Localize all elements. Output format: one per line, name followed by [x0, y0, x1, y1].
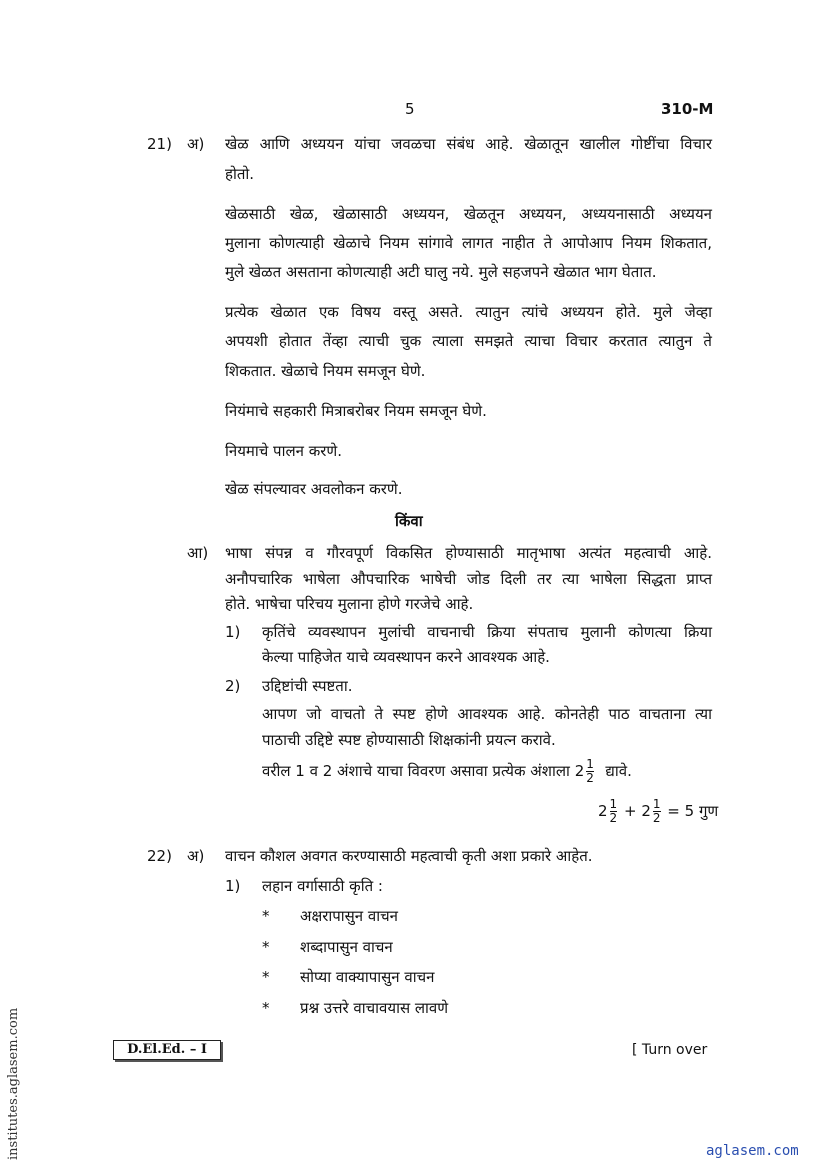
item-number: 2)	[225, 677, 241, 695]
question-number-21: 21)	[147, 135, 172, 153]
or-heading: किंवा	[395, 512, 423, 530]
text-line: भाषा संपन्न व गौरवपूर्ण विकसित होण्यासाठी मातृभाषा अत्यंत महत्वाची आहे.	[225, 544, 712, 562]
text-line: आपण जो वाचतो ते स्पष्ट होणे आवश्यक आहे. कोनतेही पाठ वाचताना त्या	[262, 705, 712, 723]
fraction	[653, 798, 661, 825]
denominator: 2	[609, 811, 618, 825]
fraction-whole: 2	[574, 762, 585, 780]
marks-line	[262, 758, 632, 785]
text-line: अनौपचारिक भाषेला औपचारिक भाषेची जोड दिली तर त्या भाषेला सिद्धता प्राप्त	[225, 570, 712, 588]
fraction-whole: 2	[641, 802, 651, 820]
text-line: नियंमाचे सहकारी मित्राबरोबर नियम समजून घेणे.	[225, 402, 487, 420]
bullet: *	[262, 938, 270, 956]
bullet: *	[262, 999, 270, 1017]
text-line: खेळ आणि अध्ययन यांचा जवळचा संबंध आहे. खेळातून खालील गोष्टींचा विचार	[225, 135, 712, 153]
numerator: 1	[586, 757, 594, 771]
text-line: होते. भाषेचा परिचय मुलाना होणे गरजेचे आहे.	[225, 595, 474, 613]
marks-total	[598, 798, 718, 825]
text-line: केल्या पाहिजेत याचे व्यवस्थापन करने आवश्यक आहे.	[262, 648, 550, 666]
text-line: नियमाचे पालन करणे.	[225, 442, 342, 460]
text-line: खेळ संपल्यावर अवलोकन करणे.	[225, 480, 403, 498]
text: वरील 1 व 2 अंशाचे याचा विवरण असावा प्रत्येक अंशाला	[262, 762, 570, 780]
denominator: 2	[652, 811, 661, 825]
text-line: शिकतात. खेळाचे नियम समजून घेणे.	[225, 362, 426, 380]
text-line: वाचन कौशल अवगत करण्यासाठी महत्वाची कृती अशा प्रकारे आहेत.	[225, 847, 593, 865]
page-number: 5	[405, 100, 415, 118]
text-line: होतो.	[225, 165, 255, 183]
fraction	[610, 798, 618, 825]
watermark-link[interactable]: aglasem.com	[706, 1143, 799, 1159]
item-number: 1)	[225, 877, 241, 895]
text-line: पाठाची उद्दिष्टे स्पष्ट होण्यासाठी शिक्षकांनी प्रयत्न करावे.	[262, 731, 556, 749]
turn-over: [ Turn over	[632, 1042, 708, 1058]
text: द्यावे.	[605, 762, 632, 780]
text-line: कृतिंचे व्यवस्थापन मुलांची वाचनाची क्रिया संपताच मुलानी कोणत्या क्रिया	[262, 623, 712, 641]
numerator: 1	[609, 797, 618, 811]
vertical-watermark: institutes.aglasem.com	[6, 1007, 21, 1160]
list-item: प्रश्न उत्तरे वाचावयास लावणे	[300, 999, 449, 1017]
bullet: *	[262, 907, 270, 925]
item-title: लहान वर्गासाठी कृति :	[262, 877, 383, 895]
denominator: 2	[586, 771, 594, 785]
list-item: शब्दापासुन वाचन	[300, 938, 393, 956]
text-line: अपयशी होतात तेंव्हा त्याची चुक त्याला समझते त्याचा विचार करतात त्यातुन ते	[225, 332, 712, 350]
item-title: उद्दिष्टांची स्पष्टता.	[262, 677, 353, 695]
list-item: अक्षरापासुन वाचन	[300, 907, 398, 925]
fraction-whole: 2	[598, 802, 608, 820]
text-line: प्रत्येक खेळात एक विषय वस्तू असते. त्यातुन त्यांचे अध्ययन होते. मुले जेव्हा	[225, 303, 712, 321]
plus: +	[623, 802, 637, 820]
bullet: *	[262, 968, 270, 986]
question-number-22: 22)	[147, 847, 172, 865]
numerator: 1	[652, 797, 661, 811]
paper-code: 310-M	[661, 100, 714, 118]
text-line: खेळसाठी खेळ, खेळासाठी अध्ययन, खेळतून अध्ययन, अध्ययनासाठी अध्ययन	[225, 205, 712, 223]
sub-label: आ)	[187, 544, 209, 562]
text-line: मुले खेळत असताना कोणत्याही अटी घालु नये. मुले सहजपने खेळात भाग घेतात.	[225, 263, 657, 281]
sub-label: अ)	[187, 135, 205, 153]
sub-label: अ)	[187, 847, 205, 865]
fraction	[586, 758, 594, 785]
item-number: 1)	[225, 623, 241, 641]
course-label: D.El.Ed. – I	[113, 1040, 221, 1060]
list-item: सोप्या वाक्यापासुन वाचन	[300, 968, 435, 986]
text-line: मुलाना कोणत्याही खेळाचे नियम सांगावे लागत नाहीत ते आपोआप नियम शिकतात,	[225, 234, 712, 252]
result: = 5 गुण	[667, 802, 719, 820]
